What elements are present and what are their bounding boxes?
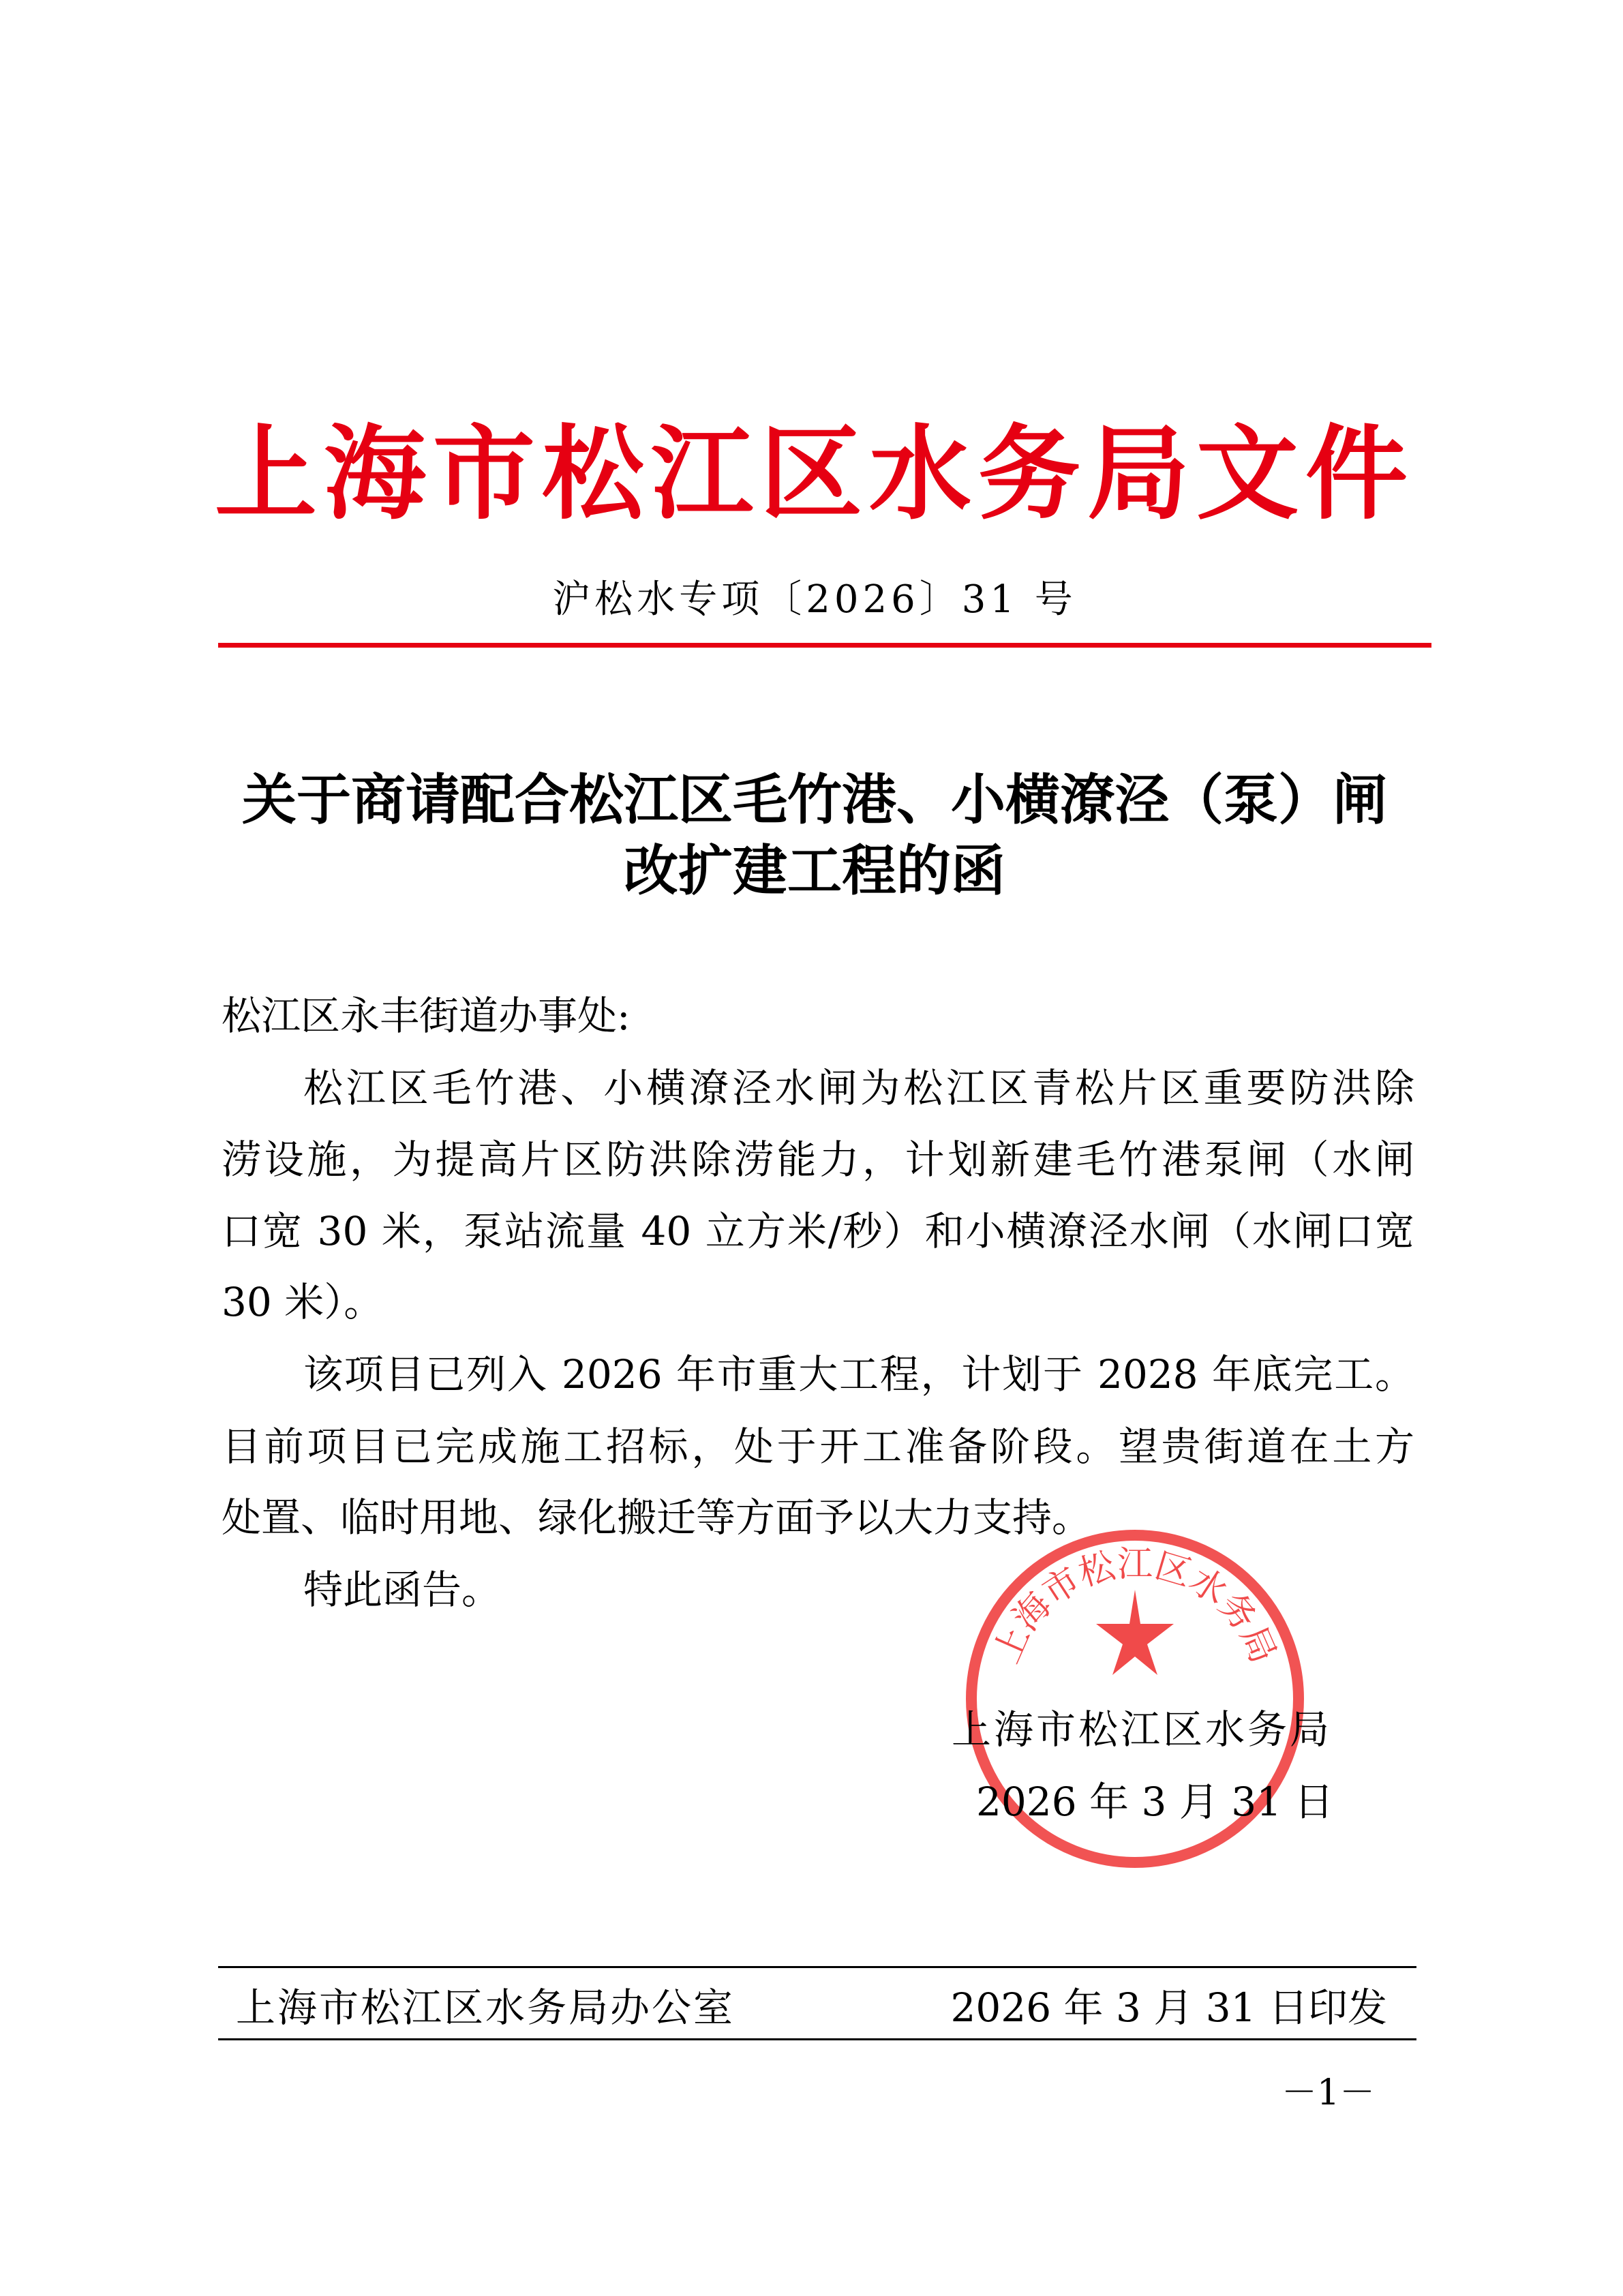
document-number: 沪松水专项〔2026〕31 号 — [552, 577, 1077, 622]
document-header-title: 上海市松江区水务局文件 — [214, 414, 1414, 534]
body-line: 松江区毛竹港、小横潦泾水闸为松江区青松片区重要防洪除 — [303, 1065, 1414, 1111]
footer-bottom-rule — [218, 2038, 1416, 2040]
seal-text: 上海市松江区水务局 — [986, 1543, 1284, 1670]
body-line: 该项目已列入 2026 年市重大工程，计划于 2028 年底完工。 — [303, 1351, 1414, 1398]
red-divider — [218, 643, 1431, 648]
footer-issuer: 上海市松江区水务局办公室 — [236, 1984, 735, 2031]
body-line: 目前项目已完成施工招标，处于开工准备阶段。望贵街道在土方 — [222, 1423, 1414, 1470]
signature-date: 2026 年 3 月 31 日 — [976, 1779, 1334, 1825]
star-icon — [1096, 1590, 1174, 1675]
letter-title-line-2: 改扩建工程的函 — [624, 839, 1005, 903]
body-line: 涝设施，为提高片区防洪除涝能力，计划新建毛竹港泵闸（水闸 — [222, 1136, 1414, 1183]
body-line: 处置、临时用地、绿化搬迁等方面予以大力支持。 — [222, 1494, 1092, 1541]
footer-top-rule — [218, 1966, 1416, 1968]
signature-org: 上海市松江区水务局 — [952, 1706, 1333, 1753]
body-line: 口宽 30 米，泵站流量 40 立方米/秒）和小横潦泾水闸（水闸口宽 — [222, 1208, 1414, 1254]
body-line: 30 米）。 — [222, 1279, 384, 1325]
page-number: －1－ — [1281, 2072, 1376, 2113]
body-line: 特此函告。 — [303, 1567, 502, 1613]
salutation: 松江区永丰街道办事处: — [222, 993, 631, 1039]
footer-issue-date: 2026 年 3 月 31 日印发 — [950, 1984, 1387, 2031]
letter-title-line-1: 关于商请配合松江区毛竹港、小横潦泾（泵）闸 — [242, 768, 1387, 832]
